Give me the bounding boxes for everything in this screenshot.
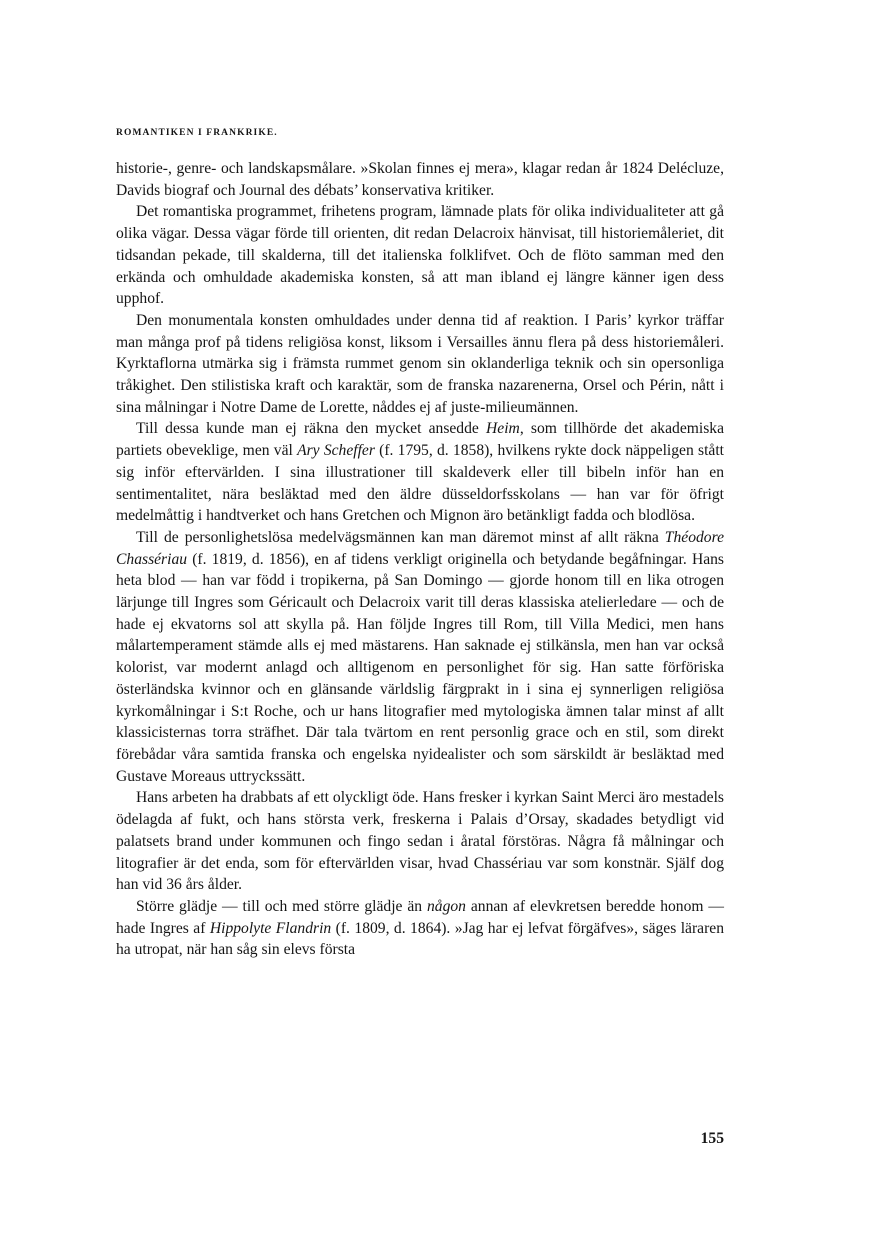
body-text — [116, 158, 724, 961]
text-run: (f. 1795, d. 1858), hvilkens rykte dock näppeligen stått sig inför eftervärlden. I sina illustrationer till skaldeverk eller till bibeln inför han en sentimentalitet, nära besläktad med den äldre düsseldorfsskolans — han var för öfrigt medelmåttig i handtverket och hans Gretchen och Mignon äro betänkligt fadda och blodlösa. — [116, 442, 724, 525]
page-number: 155 — [700, 1130, 724, 1147]
text-run: (f. 1809, d. 1864). »Jag har ej lefvat förgäfves», säges läraren ha utropat, när han såg sin elevs första — [116, 919, 725, 959]
artist-name: Hippolyte Flandrin — [209, 919, 332, 937]
text-run: Till dessa kunde man ej räkna den mycket ansedde — [136, 420, 487, 438]
paragraph — [116, 158, 724, 201]
artist-name: Théodore Chassériau — [116, 528, 724, 568]
text-run: historie-, genre- och landskapsmålare. »Skolan finnes ej mera», klagar redan år 1824 Delécluze, Davids biograf och Journal des débats’ konservativa kritiker. — [116, 160, 724, 199]
running-head: ROMANTIKEN I FRANKRIKE. — [116, 128, 278, 138]
text-run: annan af elevkretsen beredde honom — hade Ingres af — [116, 897, 725, 937]
paragraph — [116, 201, 724, 310]
text-run: Den monumentala konsten omhuldades under denna tid af reaktion. I Paris’ kyrkor träffar man många prof på tidens religiösa konst, liksom i Versailles ännu flera på dess historiemåleri. Kyrktaflorna utmärka sig i främsta rummet genom sin oklanderliga teknik och sin opersonliga tråkighet. Den stilistiska kraft och karaktär, som de franska nazarenerna, Orsel och Périn, nått i sina målningar i Notre Dame de Lorette, nåddes ej af juste-milieumännen. — [116, 311, 724, 416]
paragraph — [116, 527, 724, 787]
text-run: Större glädje — till och med större glädje än — [136, 897, 427, 915]
text-run: Hans arbeten ha drabbats af ett olyckligt öde. Hans fresker i kyrkan Saint Merci äro mestadels ödelagda af fukt, och hans största verk, freskerna i Palais d’Orsay, skadades betydligt vid palatsets brand under kommunen och fingo sedan i åratal förstöras. Några få målningar och litografier är det enda, som för eftervärlden visar, hvad Chassériau var som konstnär. Själf dog han vid 36 års ålder. — [116, 789, 724, 894]
text-run: , som tillhörde det akademiska partiets obeveklige, men väl — [116, 420, 724, 460]
emphasis: någon — [426, 897, 466, 915]
paragraph — [116, 896, 724, 961]
paragraph — [116, 310, 724, 419]
paragraph — [116, 418, 724, 527]
artist-name: Heim — [486, 420, 520, 438]
text-run: (f. 1819, d. 1856), en af tidens verkligt originella och betydande begåfningar. Hans heta blod — han var född i tropikerna, på San Domingo — gjorde honom till en lika otrogen lärjunge till Ingres som Géricault och Delacroix varit till deras klassiska atelierledare — och de hade ej ekvatorns sol att skylla på. Han följde Ingres till Rom, till Villa Medici, men hans målartemperament stämde alls ej med mästarens. Han saknade ej stilkänsla, men han var också kolorist, var modernt anlagd och alltigenom en personlighet för sig. Han satte förföriska österländska kvinnor och en glänsande världslig färgprakt in i sina ej synnerligen religiösa kyrkomålningar i S:t Roche, och ur hans litografier med mytologiska ämnen talar minst af allt klassicisternas torra sträfhet. Där tala tvärtom en rent personlig grace och en stil, som direkt förebådar våra samtida franska och engelska nyidealister och som särskildt är besläktad med Gustave Moreaus uttryckssätt. — [116, 550, 724, 785]
artist-name: Ary Scheffer — [297, 442, 375, 460]
paragraph — [116, 787, 724, 896]
text-run: Till de personlighetslösa medelvägsmännen kan man däremot minst af allt räkna — [136, 528, 665, 546]
text-run: Det romantiska programmet, frihetens program, lämnade plats för olika individualiteter att gå olika vägar. Dessa vägar förde till orienten, dit redan Delacroix hänvisat, till historiemåleriet, dit tidsandan pekade, till skalderna, till det italienska folklifvet. Och de flöto samman med den erkända och omhuldade akademiska konsten, så att man ibland ej längre känner igen dess upphof. — [116, 203, 724, 308]
